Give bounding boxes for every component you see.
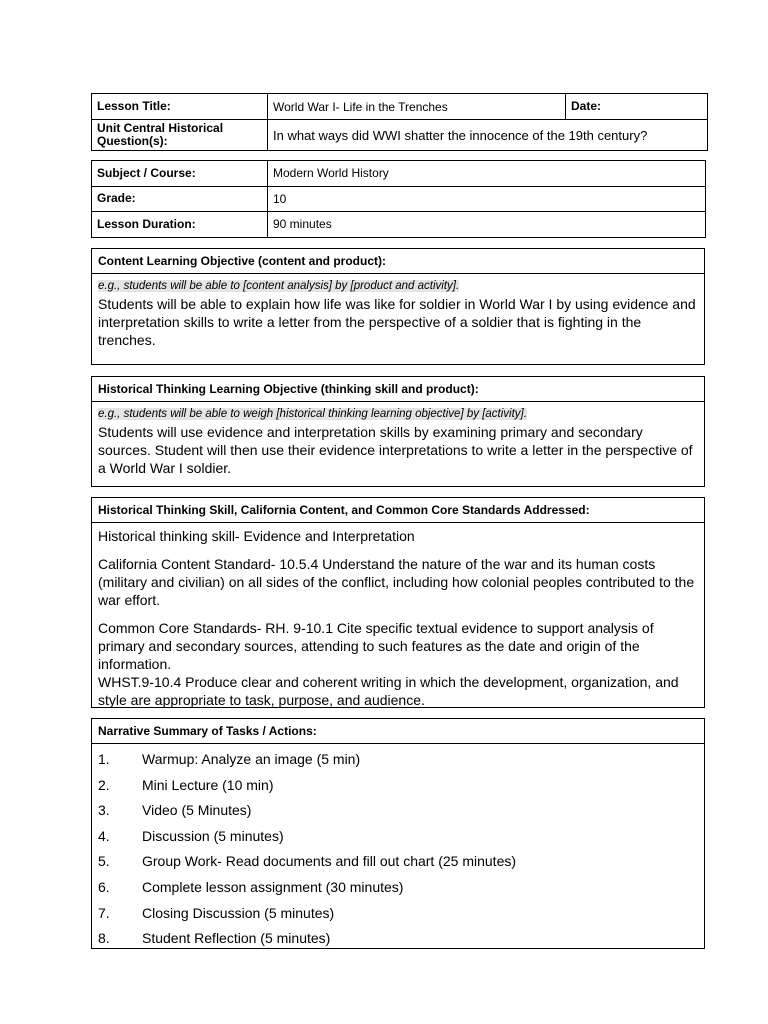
task-number: 4. bbox=[98, 827, 110, 844]
task-number: 1. bbox=[98, 751, 110, 767]
list-item bbox=[98, 798, 698, 824]
task-number: 3. bbox=[98, 802, 110, 819]
standards-heading: Historical Thinking Skill, California Content, and Common Core Standards Addressed: bbox=[92, 498, 704, 523]
thinking-objective-example bbox=[98, 408, 698, 420]
tasks-list bbox=[92, 744, 704, 952]
subject-value: Modern World History bbox=[268, 161, 706, 187]
task-text: Student Reflection (5 minutes) bbox=[142, 930, 331, 947]
lesson-header-table bbox=[91, 93, 708, 151]
content-objective-heading: Content Learning Objective (content and product): bbox=[92, 249, 704, 274]
thinking-objective-example-text: e.g., students will be able to weigh [historical thinking learning objective] by [activity]. bbox=[98, 408, 527, 420]
standards-california: California Content Standard- 10.5.4 Understand the nature of the war and its human costs (military and civilian) on all sides of the conflict, including how colonial peoples contributed to the war effort. bbox=[98, 556, 695, 608]
thinking-objective-section bbox=[91, 376, 705, 487]
content-objective-example bbox=[98, 280, 698, 292]
task-number: 8. bbox=[98, 930, 110, 947]
tasks-heading: Narrative Summary of Tasks / Actions: bbox=[92, 719, 704, 744]
standards-common-core-2: WHST.9-10.4 Produce clear and coherent writing in which the development, organization, and style are appropriate to task, purpose, and audience. bbox=[98, 674, 679, 708]
list-item bbox=[98, 773, 698, 799]
grade-value: 10 bbox=[268, 186, 706, 212]
task-text: Complete lesson assignment (30 minutes) bbox=[142, 878, 404, 895]
standards-common-core-1: Common Core Standards- RH. 9-10.1 Cite specific textual evidence to support analysis of primary and secondary sources, attending to such features as the date and origin of the information. bbox=[98, 620, 654, 672]
standards-skill: Historical thinking skill- Evidence and Interpretation bbox=[98, 528, 415, 544]
tasks-section bbox=[91, 718, 705, 949]
lesson-title-value: World War I- Life in the Trenches bbox=[268, 94, 566, 120]
task-text: Discussion (5 minutes) bbox=[142, 827, 284, 844]
standards-section bbox=[91, 497, 705, 708]
date-label bbox=[566, 94, 708, 120]
thinking-objective-heading: Historical Thinking Learning Objective (thinking skill and product): bbox=[92, 377, 704, 402]
list-item bbox=[98, 747, 698, 773]
task-text: Mini Lecture (10 min) bbox=[142, 776, 274, 793]
content-objective-section bbox=[91, 248, 705, 365]
task-number: 5. bbox=[98, 853, 110, 870]
grade-label: Grade: bbox=[92, 186, 268, 212]
list-item bbox=[98, 926, 698, 952]
task-number: 6. bbox=[98, 878, 110, 895]
question-value: In what ways did WWI shatter the innocence of the 19th century? bbox=[268, 120, 708, 151]
content-objective-body bbox=[92, 292, 704, 349]
list-item bbox=[98, 901, 698, 927]
task-text: Video (5 Minutes) bbox=[142, 802, 252, 819]
task-number: 2. bbox=[98, 776, 110, 793]
task-text: Warmup: Analyze an image (5 min) bbox=[142, 751, 361, 767]
lesson-title-label: Lesson Title: bbox=[92, 94, 268, 120]
standards-body bbox=[92, 523, 704, 709]
list-item bbox=[98, 824, 698, 850]
course-info-table bbox=[91, 160, 706, 238]
date-label-text: Date: bbox=[571, 99, 602, 113]
thinking-objective-text: Students will use evidence and interpretation skills by examining primary and secondary sources. Student will then use their evidence interpretations to write a letter in the perspective of a World War I soldier. bbox=[98, 424, 693, 476]
task-text: Closing Discussion (5 minutes) bbox=[142, 904, 335, 921]
duration-label: Lesson Duration: bbox=[92, 212, 268, 238]
subject-label: Subject / Course: bbox=[92, 161, 268, 187]
task-text: Group Work- Read documents and fill out chart (25 minutes) bbox=[142, 853, 517, 870]
list-item bbox=[98, 875, 698, 901]
list-item bbox=[98, 849, 698, 875]
content-objective-example-text: e.g., students will be able to [content analysis] by [product and activity]. bbox=[98, 280, 460, 292]
thinking-objective-body bbox=[92, 420, 704, 477]
duration-value: 90 minutes bbox=[268, 212, 706, 238]
question-label: Unit Central Historical Question(s): bbox=[92, 120, 268, 151]
content-objective-text: Students will be able to explain how life was like for soldier in World War I by using evidence and interpretation skills to write a letter from the perspective of a soldier that is fighting in the trenches. bbox=[98, 296, 696, 348]
task-number: 7. bbox=[98, 904, 110, 921]
